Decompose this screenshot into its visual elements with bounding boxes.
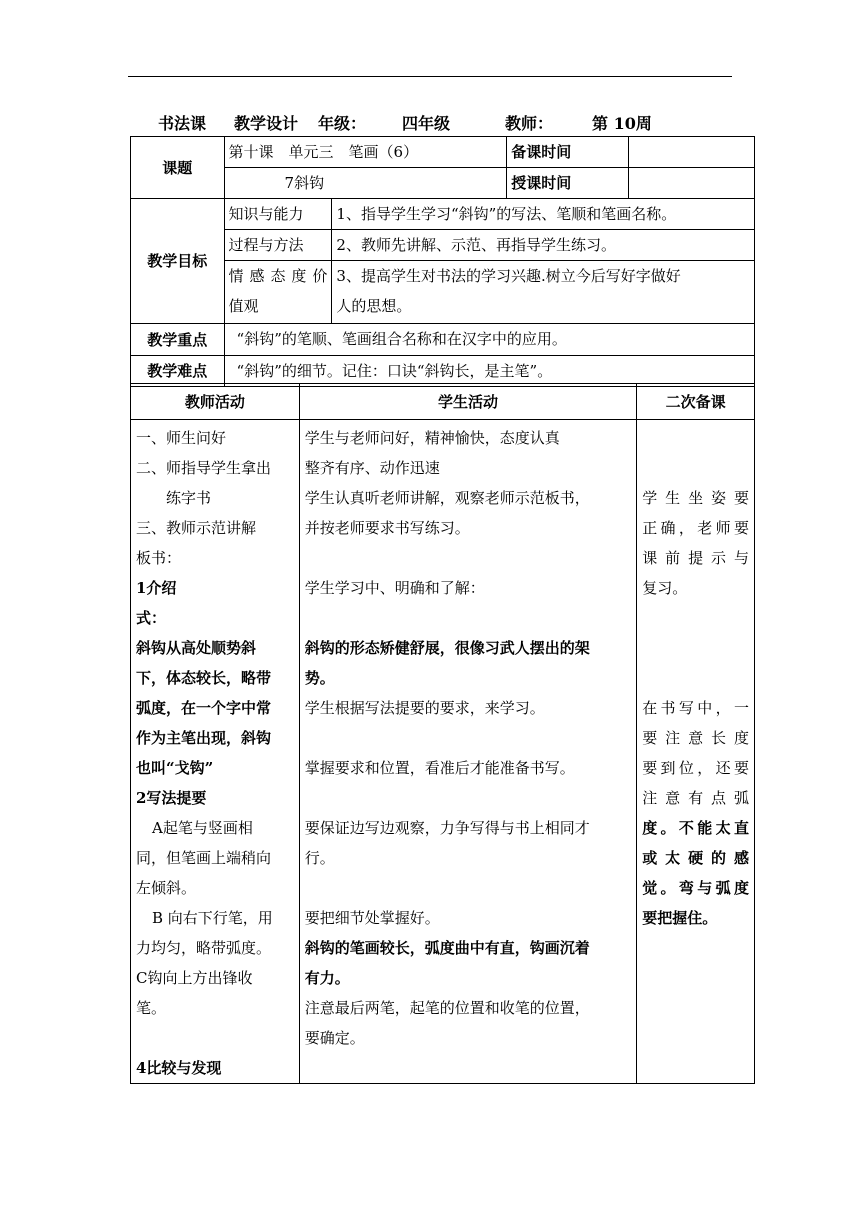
note-line: 度。不能太直 [642, 819, 749, 837]
student-line: 并按老师要求书写练习。 [304, 519, 470, 537]
teacher-line: B 向右下行笔，用 [152, 909, 273, 927]
topic-line1: 第十课 单元三 笔画（6） [224, 137, 507, 168]
teacher-line: 4比较与发现 [136, 1059, 222, 1077]
prep-time-value[interactable] [629, 137, 755, 168]
goal-text-process: 2、教师先讲解、示范、再指导学生练习。 [332, 230, 755, 261]
note-line: 课前提示与 [642, 549, 749, 567]
student-line: 掌握要求和位置，看准后才能准备书写。 [304, 759, 575, 777]
key-point-label: 教学重点 [131, 324, 225, 356]
topic-line2: 7斜钩 [224, 168, 507, 199]
teacher-line: C钩向上方出锋收 [136, 969, 253, 987]
note-line: 或太硬的感 [642, 849, 749, 867]
difficulty-label: 教学难点 [131, 356, 225, 387]
spacer [642, 423, 749, 453]
key-point-text: “斜钩”的笔顺、笔画组合名称和在汉字中的应用。 [224, 324, 754, 356]
page-header [0, 111, 860, 135]
teacher-line: 弧度，在一个字中常 [136, 699, 272, 717]
note-line: 正确，老师要 [642, 519, 749, 537]
header-design: 教学设计 [234, 114, 299, 133]
teacher-line: 作为主笔出现，斜钩 [136, 729, 272, 747]
spacer [136, 1023, 294, 1053]
second-prep-header: 二次备课 [637, 384, 755, 420]
note-line: 觉。弯与弧度 [642, 879, 749, 897]
goal-text-emotion [332, 261, 755, 324]
teacher-line: 左倾斜。 [136, 879, 197, 897]
teacher-line: 下，体态较长，略带 [136, 669, 272, 687]
second-prep-cell [637, 420, 755, 1084]
spacer [305, 543, 631, 573]
teacher-line: 也叫“戈钩” [136, 759, 214, 777]
header-week: 第 10周 [592, 114, 652, 133]
student-line: 有力。 [304, 969, 350, 987]
teacher-line: 一、师生问好 [136, 429, 227, 447]
note-line: 在书写中，一 [642, 699, 749, 717]
student-line: 斜钩的笔画较长，弧度曲中有直，钩画沉着 [304, 939, 590, 957]
student-line: 斜钩的形态矫健舒展，很像习武人摆出的架 [304, 639, 590, 657]
spacer [642, 663, 749, 693]
teacher-line: 力均匀，略带弧度。 [136, 939, 272, 957]
student-line: 学生认真听老师讲解，观察老师示范板书， [304, 489, 590, 507]
teacher-line: 同，但笔画上端稍向 [136, 849, 272, 867]
spacer [305, 783, 631, 813]
note-line: 要注意长度 [642, 729, 749, 747]
spacer [642, 453, 749, 483]
teacher-line: 二、师指导学生拿出 [136, 459, 272, 477]
spacer [642, 603, 749, 633]
activities-table [130, 383, 755, 1084]
note-line: 学生坐姿要 [642, 489, 749, 507]
header-grade: 四年级 [402, 114, 451, 133]
spacer [305, 873, 631, 903]
goal-text-emotion-line1: 3、提高学生对书法的学习兴趣.树立今后写好字做好 [336, 267, 681, 285]
teach-time-value[interactable] [629, 168, 755, 199]
header-subject: 书法课 [158, 114, 207, 133]
topic-label: 课题 [131, 137, 225, 199]
student-line: 势。 [304, 669, 335, 687]
spacer [305, 603, 631, 633]
student-activity-cell [299, 420, 636, 1084]
student-line: 学生与老师问好，精神愉快，态度认真 [304, 429, 560, 447]
student-line: 要把细节处掌握好。 [304, 909, 440, 927]
difficulty-text: “斜钩”的细节。记住：口诀“斜钩长，是主笔”。 [224, 356, 754, 387]
spacer [642, 633, 749, 663]
teacher-line: 笔。 [136, 999, 167, 1017]
teacher-line: 三、教师示范讲解 [136, 519, 257, 537]
teacher-line: 1介绍 [136, 579, 177, 597]
teacher-line: 斜钩从高处顺势斜 [136, 639, 257, 657]
goal-category-process: 过程与方法 [224, 230, 332, 261]
teacher-activity-cell [131, 420, 300, 1084]
lesson-info-table [130, 136, 755, 387]
teach-time-label: 授课时间 [507, 168, 629, 199]
teacher-line: 板书： [136, 549, 182, 567]
header-teacher-label: 教师： [505, 114, 554, 133]
spacer [305, 723, 631, 753]
goal-category-emotion-line1: 情感态度价 [228, 267, 328, 285]
goal-text-emotion-line2: 人的思想。 [336, 297, 412, 315]
student-line: 要保证边写边观察，力争写得与书上相同才 [304, 819, 590, 837]
student-line: 注意最后两笔，起笔的位置和收笔的位置， [304, 999, 590, 1017]
teacher-line: 练字书 [166, 489, 212, 507]
student-line: 整齐有序、动作迅速 [304, 459, 440, 477]
note-line: 要到位，还要 [642, 759, 749, 777]
goal-category-knowledge: 知识与能力 [224, 199, 332, 230]
note-line: 要把握住。 [642, 909, 718, 927]
header-grade-label: 年级： [318, 114, 367, 133]
goals-label: 教学目标 [131, 199, 225, 324]
goal-text-knowledge: 1、指导学生学习“斜钩”的写法、笔顺和笔画名称。 [332, 199, 755, 230]
top-rule [128, 76, 732, 77]
goal-category-emotion [224, 261, 332, 324]
student-line: 学生根据写法提要的要求，来学习。 [304, 699, 545, 717]
teacher-activity-header: 教师活动 [131, 384, 300, 420]
prep-time-label: 备课时间 [507, 137, 629, 168]
goal-category-emotion-line2: 值观 [228, 297, 259, 315]
note-line: 注意有点弧 [642, 789, 749, 807]
note-line: 复习。 [642, 579, 688, 597]
student-line: 要确定。 [304, 1029, 365, 1047]
student-line: 学生学习中、明确和了解： [304, 579, 485, 597]
student-line: 行。 [304, 849, 335, 867]
teacher-line: 式： [136, 609, 167, 627]
teacher-line: 2写法提要 [136, 789, 207, 807]
student-activity-header: 学生活动 [299, 384, 636, 420]
teacher-line: A起笔与竖画相 [152, 819, 253, 837]
